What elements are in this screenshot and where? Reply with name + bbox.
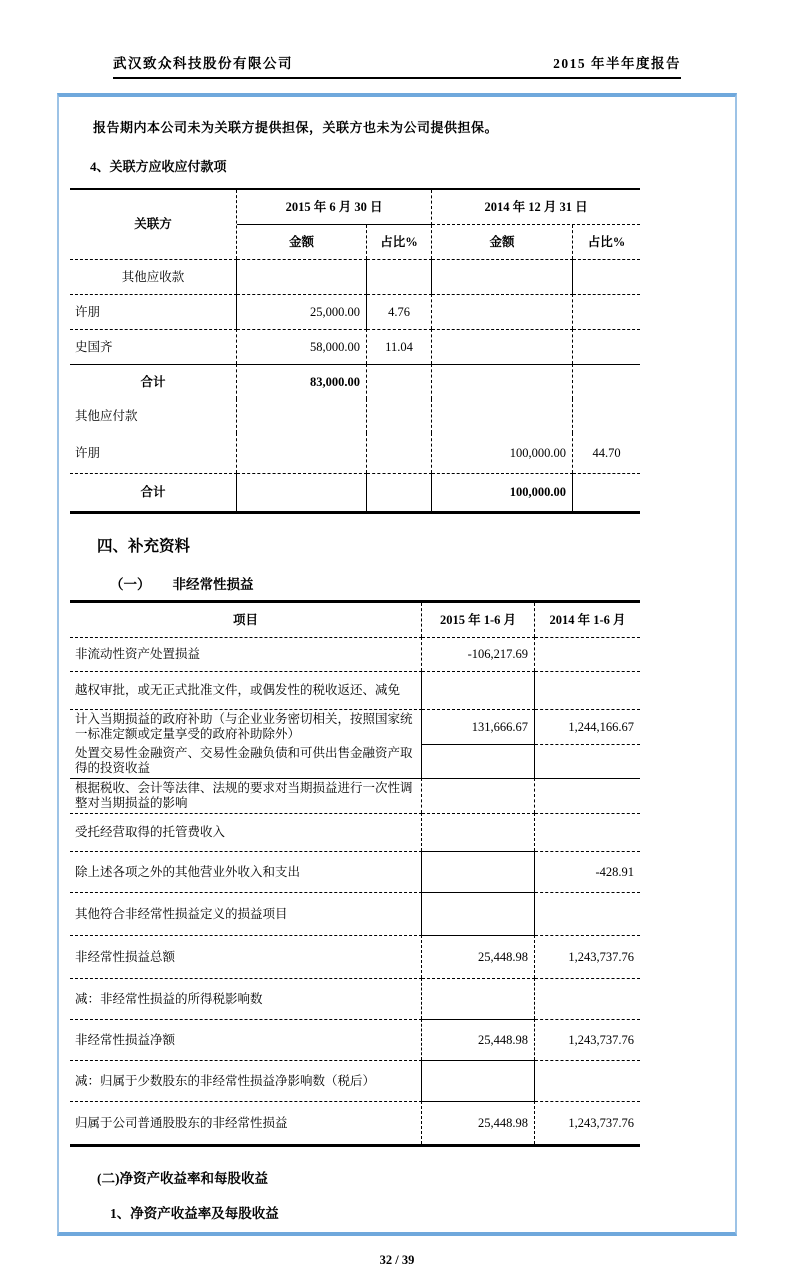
party-cell: 其他应收款 — [70, 259, 237, 294]
table-row — [70, 709, 640, 744]
ratio-2015-cell — [367, 433, 432, 473]
section4-title: 4、关联方应收应付款项 — [90, 159, 227, 174]
value-2014-cell: 1,243,737.76 — [535, 1019, 640, 1060]
value-2015-cell — [422, 851, 535, 892]
value-2014-cell — [535, 892, 640, 935]
amount-2014-cell — [432, 399, 573, 433]
col-header-amount-2015: 金额 — [237, 225, 367, 259]
value-2014-cell — [535, 978, 640, 1019]
amount-2014-cell — [432, 364, 573, 399]
table-row — [70, 1060, 640, 1101]
item-cell: 减：非经常性损益的所得税影响数 — [70, 978, 422, 1019]
col-header-amount-2014: 金额 — [432, 225, 573, 259]
sub-one-text: 非经常性损益 — [172, 577, 254, 592]
amount-2014-cell — [432, 294, 573, 329]
ratio-2014-cell — [573, 473, 640, 511]
col-header-ratio-2015: 占比% — [367, 225, 432, 259]
ratio-2015-cell — [367, 259, 432, 294]
table-row — [70, 978, 640, 1019]
value-2015-cell — [422, 978, 535, 1019]
table-total-row — [70, 364, 640, 399]
value-2015-cell: 25,448.98 — [422, 1101, 535, 1144]
item-cell: 归属于公司普通股股东的非经常性损益 — [70, 1101, 422, 1144]
table-row — [70, 671, 640, 709]
ratio-2015-cell — [367, 364, 432, 399]
value-2015-cell: 25,448.98 — [422, 1019, 535, 1060]
ratio-2014-cell — [573, 364, 640, 399]
ratio-2015-cell — [367, 399, 432, 433]
col-header-date-2015: 2015 年 6 月 30 日 — [237, 190, 432, 225]
report-title: 2015 年半年度报告 — [553, 56, 681, 71]
value-2014-cell — [535, 744, 640, 778]
page-number: 32 / 39 — [379, 1253, 415, 1267]
item-cell: 非经常性损益总额 — [70, 935, 422, 978]
col-header-item: 项目 — [70, 603, 422, 637]
table-row — [70, 399, 640, 433]
value-2014-cell — [535, 637, 640, 671]
ratio-2014-cell — [573, 399, 640, 433]
item-cell: 越权审批，或无正式批准文件，或偶发性的税收返还、减免 — [70, 671, 422, 709]
item-cell: 减：归属于少数股东的非经常性损益净影响数（税后） — [70, 1060, 422, 1101]
item-cell: 其他符合非经常性损益定义的损益项目 — [70, 892, 422, 935]
value-2015-cell — [422, 744, 535, 778]
amount-2015-cell — [237, 433, 367, 473]
value-2014-cell: 1,243,737.76 — [535, 1101, 640, 1144]
value-2015-cell — [422, 813, 535, 851]
ratio-2014-cell — [573, 294, 640, 329]
table-row — [70, 892, 640, 935]
amount-2015-cell: 25,000.00 — [237, 294, 367, 329]
item-cell: 受托经营取得的托管费收入 — [70, 813, 422, 851]
col-header-2015: 2015 年 1-6 月 — [422, 603, 535, 637]
col-header-date-2014: 2014 年 12 月 31 日 — [432, 190, 640, 225]
table-row — [70, 259, 640, 294]
value-2014-cell: 1,244,166.67 — [535, 709, 640, 744]
value-2015-cell — [422, 1060, 535, 1101]
party-cell: 许朋 — [70, 433, 237, 473]
amount-2014-cell: 100,000.00 — [432, 433, 573, 473]
table-row — [70, 778, 640, 813]
col-header-party: 关联方 — [70, 190, 237, 259]
party-cell: 合计 — [70, 473, 237, 511]
table-total-row — [70, 473, 640, 511]
amount-2015-cell — [237, 473, 367, 511]
ratio-2014-cell — [573, 259, 640, 294]
ratio-2014-cell — [573, 329, 640, 364]
table-row — [70, 294, 640, 329]
table-row — [70, 329, 640, 364]
sub-one-title — [110, 573, 735, 593]
table-row — [70, 813, 640, 851]
value-2014-cell: 1,243,737.76 — [535, 935, 640, 978]
value-2015-cell — [422, 671, 535, 709]
value-2015-cell: 131,666.67 — [422, 709, 535, 744]
amount-2015-cell — [237, 399, 367, 433]
value-2014-cell: -428.91 — [535, 851, 640, 892]
value-2015-cell — [422, 892, 535, 935]
content-box — [57, 93, 737, 1236]
value-2014-cell — [535, 813, 640, 851]
item-cell: 处置交易性金融资产、交易性金融负债和可供出售金融资产取得的投资收益 — [70, 744, 422, 778]
col-header-2014: 2014 年 1-6 月 — [549, 612, 626, 627]
party-cell: 其他应付款 — [70, 399, 237, 433]
company-name: 武汉致众科技股份有限公司 — [113, 56, 293, 71]
value-2015-cell — [422, 778, 535, 813]
value-2014-cell — [535, 778, 640, 813]
guarantee-note: 报告期内本公司未为关联方提供担保，关联方也未为公司提供担保。 — [93, 120, 499, 135]
ratio-2015-cell: 11.04 — [367, 329, 432, 364]
table-row — [70, 744, 640, 778]
section-four-title: 四、补充资料 — [97, 538, 191, 555]
item-cell: 计入当期损益的政府补助（与企业业务密切相关，按照国家统一标准定额或定量享受的政府补助除外） — [70, 709, 422, 744]
party-cell: 史国齐 — [70, 329, 237, 364]
col-header-ratio-2014: 占比% — [587, 234, 626, 249]
item-cell: 除上述各项之外的其他营业外收入和支出 — [70, 851, 422, 892]
value-2015-cell: 25,448.98 — [422, 935, 535, 978]
table-row — [70, 637, 640, 671]
report-page — [0, 52, 794, 1267]
table-header-row — [70, 603, 640, 637]
value-2015-cell: -106,217.69 — [422, 637, 535, 671]
page-header — [113, 52, 681, 79]
party-cell: 合计 — [70, 364, 237, 399]
amount-2014-cell — [432, 259, 573, 294]
amount-2014-cell — [432, 329, 573, 364]
ratio-2015-cell: 4.76 — [367, 294, 432, 329]
value-2014-cell — [535, 671, 640, 709]
sub-two-item-title: 1、净资产收益率及每股收益 — [110, 1206, 279, 1221]
item-cell: 根据税收、会计等法律、法规的要求对当期损益进行一次性调整对当期损益的影响 — [70, 778, 422, 813]
table-row — [70, 1019, 640, 1060]
amount-2014-cell: 100,000.00 — [432, 473, 573, 511]
ratio-2015-cell — [367, 473, 432, 511]
item-cell: 非流动性资产处置损益 — [70, 637, 422, 671]
table-row — [70, 433, 640, 473]
nonrecurring-table — [70, 600, 640, 1147]
item-cell: 非经常性损益净额 — [70, 1019, 422, 1060]
table-header-row — [70, 190, 640, 225]
ratio-2014-cell: 44.70 — [592, 445, 621, 460]
table-row — [70, 935, 640, 978]
party-cell: 许朋 — [70, 294, 237, 329]
sub-one-label: （一） — [110, 577, 151, 592]
table-row — [70, 851, 640, 892]
amount-2015-cell — [237, 259, 367, 294]
amount-2015-cell: 83,000.00 — [237, 364, 367, 399]
amount-2015-cell: 58,000.00 — [237, 329, 367, 364]
value-2014-cell — [535, 1060, 640, 1101]
related-party-table — [70, 188, 640, 514]
sub-two-title: (二)净资产收益率和每股收益 — [97, 1171, 268, 1186]
